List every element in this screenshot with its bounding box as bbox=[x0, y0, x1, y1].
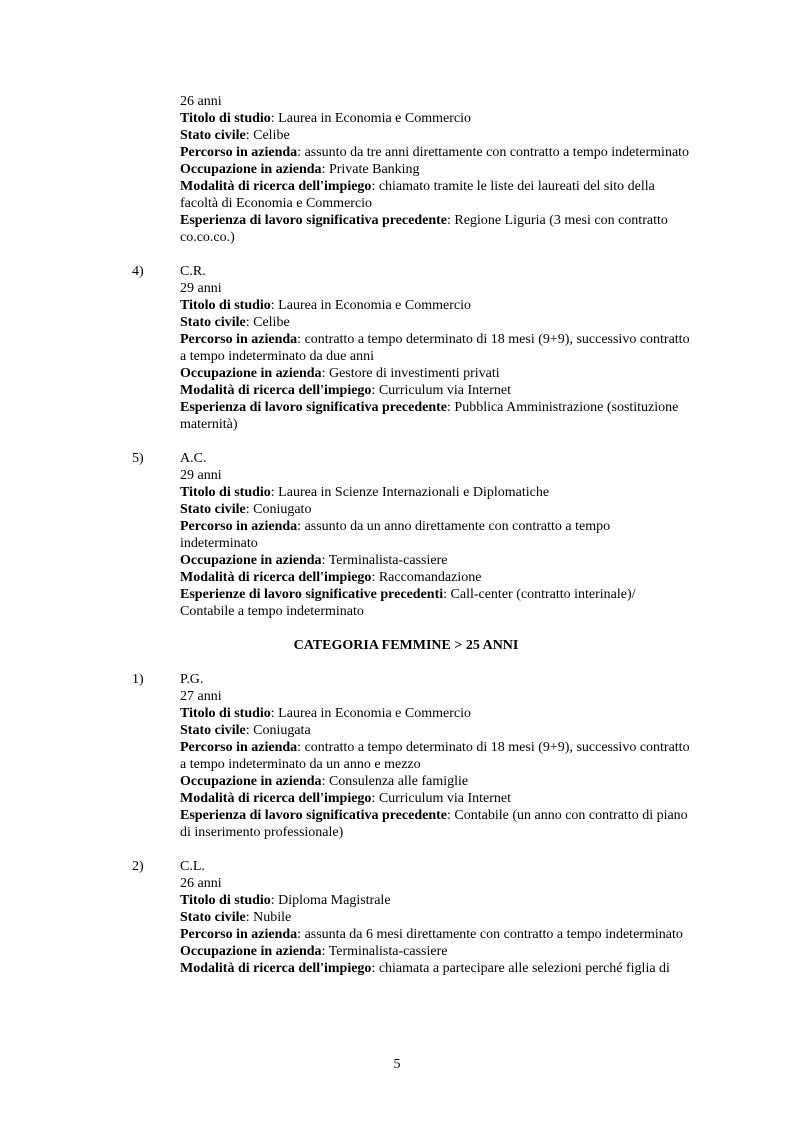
field-row: Stato civile: Coniugata bbox=[180, 723, 311, 738]
field-row: Percorso in azienda: assunto da tre anni direttamente con contratto a tempo indeterminato bbox=[180, 145, 690, 160]
candidate-age: 26 anni bbox=[180, 94, 222, 109]
entry-number: 2) bbox=[132, 859, 144, 874]
candidate-initials: C.R. bbox=[180, 264, 206, 279]
candidate-age: 29 anni bbox=[180, 281, 222, 296]
entry-number: 4) bbox=[132, 264, 144, 279]
field-row: Titolo di studio: Laurea in Economia e Commercio bbox=[180, 111, 471, 126]
entry-number: 5) bbox=[132, 451, 144, 466]
field-row: Percorso in azienda: contratto a tempo determinato di 18 mesi (9+9), successivo contratto a tempo indeterminato da un anno e mezzo bbox=[180, 740, 690, 772]
candidate-initials: A.C. bbox=[180, 451, 207, 466]
field-row: Stato civile: Celibe bbox=[180, 128, 290, 143]
field-row: Modalità di ricerca dell'impiego: Curriculum via Internet bbox=[180, 791, 512, 806]
field-row: Modalità di ricerca dell'impiego: Raccomandazione bbox=[180, 570, 482, 585]
page-number: 5 bbox=[393, 1057, 401, 1072]
field-row: Modalità di ricerca dell'impiego: Curriculum via Internet bbox=[180, 383, 512, 398]
candidate-initials: C.L. bbox=[180, 859, 205, 874]
candidate-entry bbox=[132, 93, 712, 246]
candidate-entry bbox=[132, 450, 712, 620]
field-row: Esperienza di lavoro significativa precedente: Pubblica Amministrazione (sostituzione maternità) bbox=[180, 400, 679, 432]
field-row: Occupazione in azienda: Terminalista-cassiere bbox=[180, 944, 448, 959]
field-row: Titolo di studio: Laurea in Economia e Commercio bbox=[180, 298, 471, 313]
field-row: Occupazione in azienda: Consulenza alle famiglie bbox=[180, 774, 469, 789]
document-body bbox=[132, 93, 712, 977]
field-row: Titolo di studio: Laurea in Economia e Commercio bbox=[180, 706, 471, 721]
field-row: Titolo di studio: Laurea in Scienze Internazionali e Diplomatiche bbox=[180, 485, 550, 500]
section-heading: CATEGORIA FEMMINE > 25 ANNI bbox=[293, 638, 519, 653]
field-row: Titolo di studio: Diploma Magistrale bbox=[180, 893, 391, 908]
field-row: Stato civile: Celibe bbox=[180, 315, 290, 330]
field-row: Modalità di ricerca dell'impiego: chiamato tramite le liste dei laureati del sito della facoltà di Economia e Commercio bbox=[180, 179, 655, 211]
field-row: Esperienza di lavoro significativa precedente: Contabile (un anno con contratto di piano di inserimento professionale) bbox=[180, 808, 688, 840]
candidate-age: 29 anni bbox=[180, 468, 222, 483]
field-row: Esperienze di lavoro significative precedenti: Call-center (contratto interinale)/ Contabile a tempo indeterminato bbox=[180, 587, 636, 619]
candidate-age: 26 anni bbox=[180, 876, 222, 891]
field-row: Percorso in azienda: assunta da 6 mesi direttamente con contratto a tempo indeterminato bbox=[180, 927, 683, 942]
field-row: Stato civile: Coniugato bbox=[180, 502, 312, 517]
candidate-entry bbox=[132, 858, 712, 977]
field-row: Percorso in azienda: contratto a tempo determinato di 18 mesi (9+9), successivo contratto a tempo indeterminato da due anni bbox=[180, 332, 690, 364]
candidate-age: 27 anni bbox=[180, 689, 222, 704]
field-row: Percorso in azienda: assunto da un anno direttamente con contratto a tempo indeterminato bbox=[180, 519, 611, 551]
field-row: Occupazione in azienda: Terminalista-cassiere bbox=[180, 553, 448, 568]
field-row: Esperienza di lavoro significativa precedente: Regione Liguria (3 mesi con contratto co.co.co.) bbox=[180, 213, 668, 245]
field-row: Stato civile: Nubile bbox=[180, 910, 292, 925]
entry-number: 1) bbox=[132, 672, 144, 687]
field-row: Modalità di ricerca dell'impiego: chiamata a partecipare alle selezioni perché figlia di bbox=[180, 961, 670, 976]
candidate-entry bbox=[132, 671, 712, 841]
candidate-entry bbox=[132, 263, 712, 433]
field-row: Occupazione in azienda: Gestore di investimenti privati bbox=[180, 366, 500, 381]
candidate-initials: P.G. bbox=[180, 672, 204, 687]
field-row: Occupazione in azienda: Private Banking bbox=[180, 162, 420, 177]
